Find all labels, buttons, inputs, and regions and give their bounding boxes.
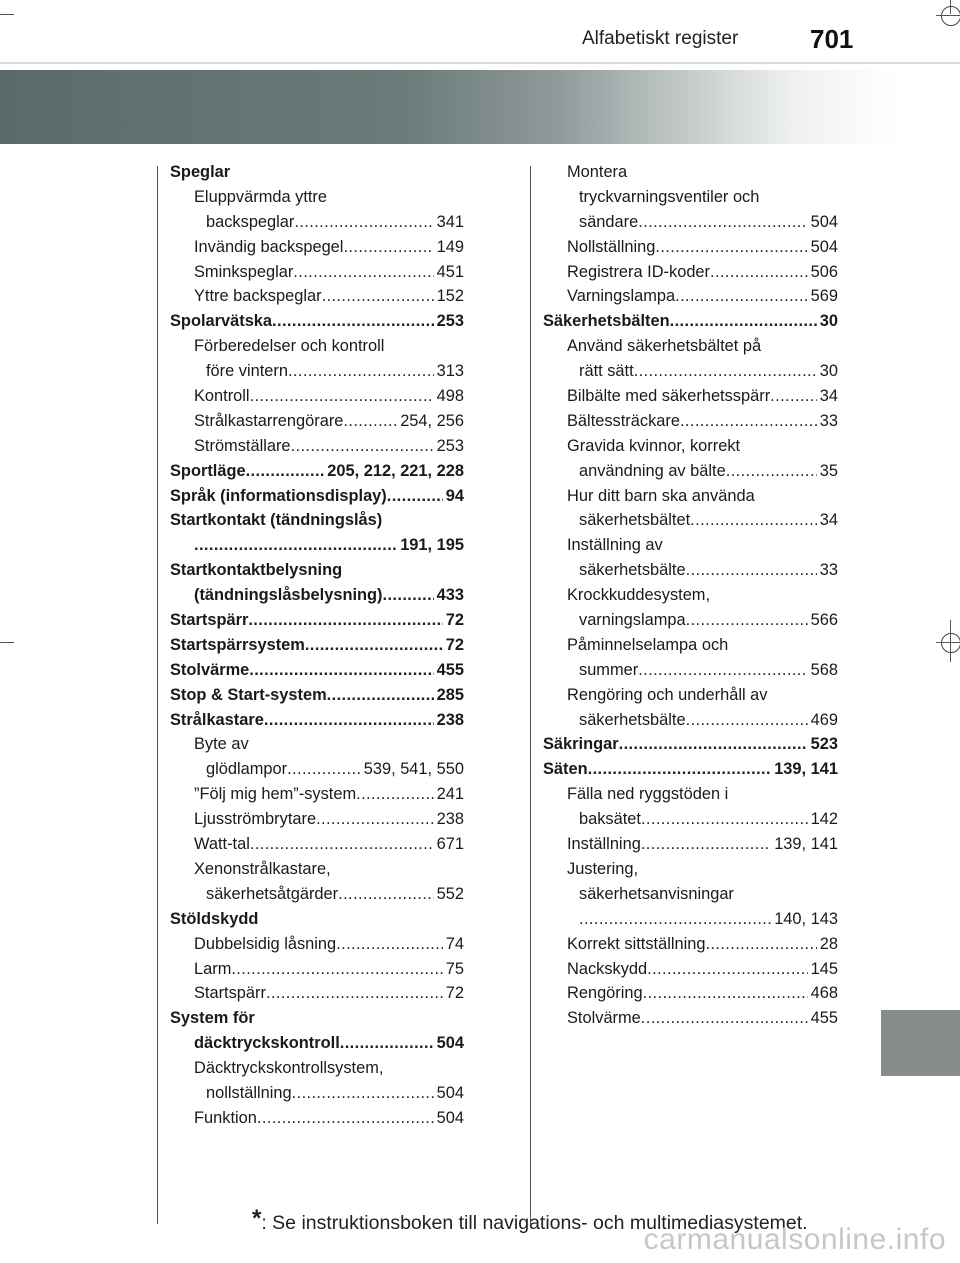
entry-page-ref: 139, 141 (774, 760, 838, 779)
entry-page-ref: 285 (436, 685, 464, 704)
entry-term: backspeglar (206, 212, 295, 231)
entry-term: Korrekt sittställning (567, 934, 706, 953)
entry-page-ref: 569 (810, 287, 838, 306)
entry-page-ref: 145 (810, 959, 838, 978)
dot-leader (670, 309, 817, 334)
entry-page-ref: 433 (436, 586, 464, 605)
dot-leader (690, 508, 817, 533)
dot-leader (272, 309, 434, 334)
dot-leader (194, 533, 397, 558)
header-rule (0, 62, 960, 64)
dot-leader (356, 782, 434, 807)
entry-term: säkerhetsanvisningar (579, 884, 734, 903)
entry-term: Använd säkerhetsbältet på (567, 337, 762, 356)
dot-leader (343, 409, 397, 434)
entry-page-ref: 140, 143 (774, 909, 838, 928)
dot-leader (305, 633, 443, 658)
entry-term: Säkerhetsbälten (543, 312, 670, 331)
entry-term: Startspärr (194, 984, 266, 1003)
dot-leader (675, 284, 808, 309)
index-entry (543, 359, 838, 384)
entry-term: säkerhetsbälte (579, 710, 686, 729)
dot-leader (383, 583, 434, 608)
entry-term: Fälla ned ryggstöden i (567, 785, 729, 804)
entry-term: sändare (579, 212, 639, 231)
index-entry (170, 608, 464, 633)
left-column-rule (157, 166, 158, 1224)
index-entry (543, 210, 838, 235)
entry-page-ref: 34 (819, 387, 838, 406)
index-entry (170, 907, 464, 932)
entry-page-ref: 568 (810, 660, 838, 679)
index-entry (543, 185, 838, 210)
dot-leader (638, 210, 807, 235)
entry-page-ref: 34 (819, 511, 838, 530)
dot-leader (710, 260, 808, 285)
index-entry (543, 708, 838, 733)
entry-page-ref: 498 (436, 387, 464, 406)
footnote-star: * (252, 1205, 262, 1232)
entry-term: System för (170, 1009, 255, 1028)
entry-term: Kontroll (194, 387, 250, 406)
entry-page-ref: 455 (436, 660, 464, 679)
index-column-left (170, 160, 464, 1131)
dot-leader (641, 1006, 808, 1031)
dot-leader (655, 235, 807, 260)
index-entry (170, 1081, 464, 1106)
dot-leader (641, 807, 808, 832)
entry-page-ref: 451 (436, 262, 464, 281)
entry-term: Hur ditt barn ska använda (567, 486, 755, 505)
entry-term: rätt sätt (579, 362, 634, 381)
entry-page-ref: 254, 256 (400, 411, 464, 430)
index-entry (170, 1006, 464, 1031)
dot-leader (250, 384, 434, 409)
index-entry (543, 658, 838, 683)
index-entry (170, 260, 464, 285)
index-entry (543, 1006, 838, 1031)
index-entry (543, 907, 838, 932)
dot-leader (686, 608, 808, 633)
watermark: carmanualsonline.info (643, 1223, 946, 1256)
entry-term: Speglar (170, 163, 231, 181)
index-entry (170, 832, 464, 857)
entry-term: Krockkuddesystem, (567, 586, 711, 605)
entry-term: Xenonstrålkastare, (194, 859, 331, 878)
index-entry (170, 359, 464, 384)
entry-term: däcktryckskontroll (194, 1034, 340, 1053)
index-entry (543, 932, 838, 957)
index-entry (543, 857, 838, 882)
index-entry (170, 309, 464, 334)
entry-page-ref: 33 (819, 561, 838, 580)
entry-term: Rengöring och underhåll av (567, 685, 768, 704)
index-entry (170, 210, 464, 235)
entry-term: Nackskydd (567, 959, 648, 978)
entry-term: Förberedelser och kontroll (194, 337, 385, 356)
index-entry (543, 484, 838, 509)
dot-leader (336, 932, 443, 957)
index-entry (170, 981, 464, 1006)
entry-page-ref: 455 (810, 1009, 838, 1028)
entry-term: Byte av (194, 735, 249, 754)
entry-page-ref: 94 (445, 486, 464, 505)
entry-page-ref: 504 (810, 237, 838, 256)
dot-leader (338, 882, 434, 907)
footnote-text: : Se instruktionsboken till navigations- och multimediasystemet. (261, 1212, 808, 1234)
dot-leader (291, 434, 434, 459)
entry-page-ref: 506 (810, 262, 838, 281)
entry-term: Startkontakt (tändningslås) (170, 511, 383, 530)
dot-leader (588, 757, 772, 782)
entry-page-ref: 539, 541, 550 (363, 760, 464, 779)
index-entry (170, 658, 464, 683)
entry-page-ref: 72 (445, 635, 464, 654)
dot-leader (246, 459, 325, 484)
entry-term: Registrera ID-koder (567, 262, 711, 281)
dot-leader (266, 981, 443, 1006)
entry-page-ref: 504 (436, 1108, 464, 1127)
entry-term: Ljusströmbrytare (194, 810, 317, 829)
dot-leader (641, 832, 771, 857)
index-entry (543, 882, 838, 907)
dot-leader (292, 1081, 434, 1106)
entry-term: Spolarvätska (170, 312, 273, 331)
index-entry (170, 409, 464, 434)
entry-term: Nollställning (567, 237, 656, 256)
page-header-title: Alfabetiskt register (582, 28, 739, 49)
dot-leader (248, 608, 442, 633)
crop-mark (936, 642, 960, 643)
entry-page-ref: 504 (436, 1083, 464, 1102)
entry-term: före vintern (206, 362, 288, 381)
entry-page-ref: 504 (436, 1034, 464, 1053)
dot-leader (322, 284, 434, 309)
dot-leader (579, 907, 771, 932)
index-entry (170, 732, 464, 757)
index-entry (543, 608, 838, 633)
dot-leader (387, 484, 443, 509)
entry-page-ref: 28 (819, 934, 838, 953)
dot-leader (634, 359, 817, 384)
index-entry (170, 708, 464, 733)
entry-term: Rengöring (567, 984, 643, 1003)
index-entry (543, 757, 838, 782)
entry-page-ref: 253 (436, 312, 464, 331)
index-entry (543, 957, 838, 982)
dot-leader (686, 708, 808, 733)
index-column-right (543, 160, 838, 1031)
dot-leader (343, 235, 433, 260)
index-entry (543, 284, 838, 309)
index-entry (543, 832, 838, 857)
index-entry (170, 583, 464, 608)
registration-mark-icon (941, 6, 960, 26)
index-entry (543, 160, 838, 185)
dot-leader (638, 658, 807, 683)
dot-leader (249, 658, 433, 683)
index-entry (170, 508, 464, 533)
index-entry (170, 533, 464, 558)
entry-term: tryckvarningsventiler och (579, 187, 760, 206)
header-banner (0, 70, 900, 144)
entry-page-ref: 552 (436, 884, 464, 903)
dot-leader (327, 683, 434, 708)
entry-term: baksätet (579, 810, 641, 829)
crop-mark (0, 14, 14, 15)
entry-term: Bältessträckare (567, 411, 680, 430)
entry-page-ref: 191, 195 (400, 536, 464, 555)
index-entry (170, 683, 464, 708)
entry-term: säkerhetsåtgärder (206, 884, 339, 903)
entry-page-ref: 523 (810, 735, 838, 754)
entry-term: Strålkastarrengörare (194, 411, 344, 430)
index-entry (543, 235, 838, 260)
index-entry (170, 1106, 464, 1131)
dot-leader (680, 409, 817, 434)
entry-page-ref: 468 (810, 984, 838, 1003)
entry-term: Däcktryckskontrollsystem, (194, 1059, 384, 1078)
entry-term: Watt-tal (194, 835, 250, 854)
entry-term: Stolvärme (567, 1009, 641, 1028)
index-entry (170, 857, 464, 882)
entry-term: Startkontaktbelysning (170, 561, 343, 580)
section-thumb-tab (881, 1010, 960, 1076)
index-entry (543, 583, 838, 608)
index-entry (543, 334, 838, 359)
entry-page-ref: 72 (445, 984, 464, 1003)
index-entry (170, 384, 464, 409)
page-number: 701 (810, 24, 854, 54)
entry-term: Bilbälte med säkerhetsspärr (567, 387, 771, 406)
entry-term: varningslampa (579, 611, 686, 630)
dot-leader (264, 708, 434, 733)
index-entry (543, 459, 838, 484)
index-entry (170, 957, 464, 982)
entry-page-ref: 313 (436, 362, 464, 381)
entry-term: Sminkspeglar (194, 262, 294, 281)
entry-term: Påminnelselampa och (567, 635, 729, 654)
entry-page-ref: 30 (819, 362, 838, 381)
index-entry (543, 508, 838, 533)
entry-term: Larm (194, 959, 232, 978)
dot-leader (231, 957, 442, 982)
index-entry (543, 558, 838, 583)
crop-mark (936, 15, 960, 16)
entry-term: Gravida kvinnor, korrekt (567, 436, 741, 455)
entry-term: Startspärrsystem (170, 635, 305, 654)
dot-leader (294, 210, 433, 235)
index-entry (170, 334, 464, 359)
index-entry (170, 558, 464, 583)
entry-term: Inställning (567, 835, 641, 854)
entry-term: användning av bälte (579, 461, 726, 480)
entry-term: Yttre backspeglar (194, 287, 322, 306)
entry-term: Inställning av (567, 536, 663, 555)
entry-page-ref: 30 (819, 312, 838, 331)
entry-term: Strålkastare (170, 710, 264, 729)
entry-term: Stöldskydd (170, 909, 259, 928)
entry-page-ref: 341 (436, 212, 464, 231)
dot-leader (770, 384, 817, 409)
index-entry (170, 160, 464, 185)
dot-leader (257, 1106, 434, 1131)
entry-term: (tändningslåsbelysning) (194, 586, 383, 605)
entry-term: Varningslampa (567, 287, 676, 306)
dot-leader (705, 932, 816, 957)
dot-leader (686, 558, 817, 583)
index-entry (170, 633, 464, 658)
entry-page-ref: 566 (810, 611, 838, 630)
entry-term: Strömställare (194, 436, 291, 455)
entry-page-ref: 205, 212, 221, 228 (327, 461, 464, 480)
index-entry (543, 981, 838, 1006)
entry-term: säkerhetsbältet (579, 511, 691, 530)
dot-leader (340, 1031, 434, 1056)
entry-page-ref: 75 (445, 959, 464, 978)
index-entry (170, 185, 464, 210)
dot-leader (619, 732, 808, 757)
index-entry (170, 782, 464, 807)
entry-page-ref: 149 (436, 237, 464, 256)
dot-leader (288, 359, 434, 384)
entry-term: Justering, (567, 859, 639, 878)
entry-page-ref: 671 (436, 835, 464, 854)
crop-mark (0, 642, 14, 643)
entry-page-ref: 253 (436, 436, 464, 455)
index-entry (543, 384, 838, 409)
dot-leader (316, 807, 434, 832)
entry-term: Eluppvärmda yttre (194, 187, 328, 206)
index-entry (543, 260, 838, 285)
index-entry (543, 683, 838, 708)
index-entry (170, 459, 464, 484)
index-entry (543, 533, 838, 558)
dot-leader (250, 832, 434, 857)
index-entry (170, 757, 464, 782)
index-entry (543, 309, 838, 334)
entry-term: Stop & Start-system (170, 685, 327, 704)
crop-mark (950, 620, 951, 662)
entry-term: Språk (informationsdisplay) (170, 486, 387, 505)
entry-term: säkerhetsbälte (579, 561, 686, 580)
center-column-rule (530, 166, 531, 1224)
entry-term: Dubbelsidig låsning (194, 934, 337, 953)
entry-page-ref: 469 (810, 710, 838, 729)
index-entry (543, 732, 838, 757)
index-entry (170, 882, 464, 907)
index-entry (543, 434, 838, 459)
dot-leader (726, 459, 817, 484)
dot-leader (287, 757, 361, 782)
entry-page-ref: 33 (819, 411, 838, 430)
dot-leader (647, 957, 807, 982)
entry-term: summer (579, 660, 639, 679)
entry-term: Säkringar (543, 735, 619, 754)
entry-term: Stolvärme (170, 660, 250, 679)
index-entry (170, 932, 464, 957)
index-entry (543, 633, 838, 658)
entry-page-ref: 35 (819, 461, 838, 480)
index-entry (170, 235, 464, 260)
entry-term: Funktion (194, 1108, 257, 1127)
index-entry (170, 434, 464, 459)
entry-term: nollställning (206, 1083, 292, 1102)
entry-page-ref: 238 (436, 710, 464, 729)
index-entry (543, 409, 838, 434)
entry-term: Startspärr (170, 611, 249, 630)
dot-leader (293, 260, 433, 285)
entry-term: Säten (543, 760, 588, 779)
entry-term: glödlampor (206, 760, 288, 779)
index-entry (170, 807, 464, 832)
entry-page-ref: 72 (445, 611, 464, 630)
entry-page-ref: 152 (436, 287, 464, 306)
index-entry (170, 284, 464, 309)
entry-term: ”Följ mig hem”-system (194, 785, 357, 804)
entry-term: Montera (567, 163, 628, 181)
entry-page-ref: 241 (436, 785, 464, 804)
entry-page-ref: 238 (436, 810, 464, 829)
entry-page-ref: 504 (810, 212, 838, 231)
entry-page-ref: 142 (810, 810, 838, 829)
index-entry (543, 782, 838, 807)
index-entry (170, 1031, 464, 1056)
index-entry (170, 1056, 464, 1081)
dot-leader (643, 981, 808, 1006)
entry-page-ref: 139, 141 (774, 835, 838, 854)
entry-page-ref: 74 (445, 934, 464, 953)
index-entry (170, 484, 464, 509)
entry-term: Sportläge (170, 461, 246, 480)
entry-term: Invändig backspegel (194, 237, 344, 256)
index-entry (543, 807, 838, 832)
